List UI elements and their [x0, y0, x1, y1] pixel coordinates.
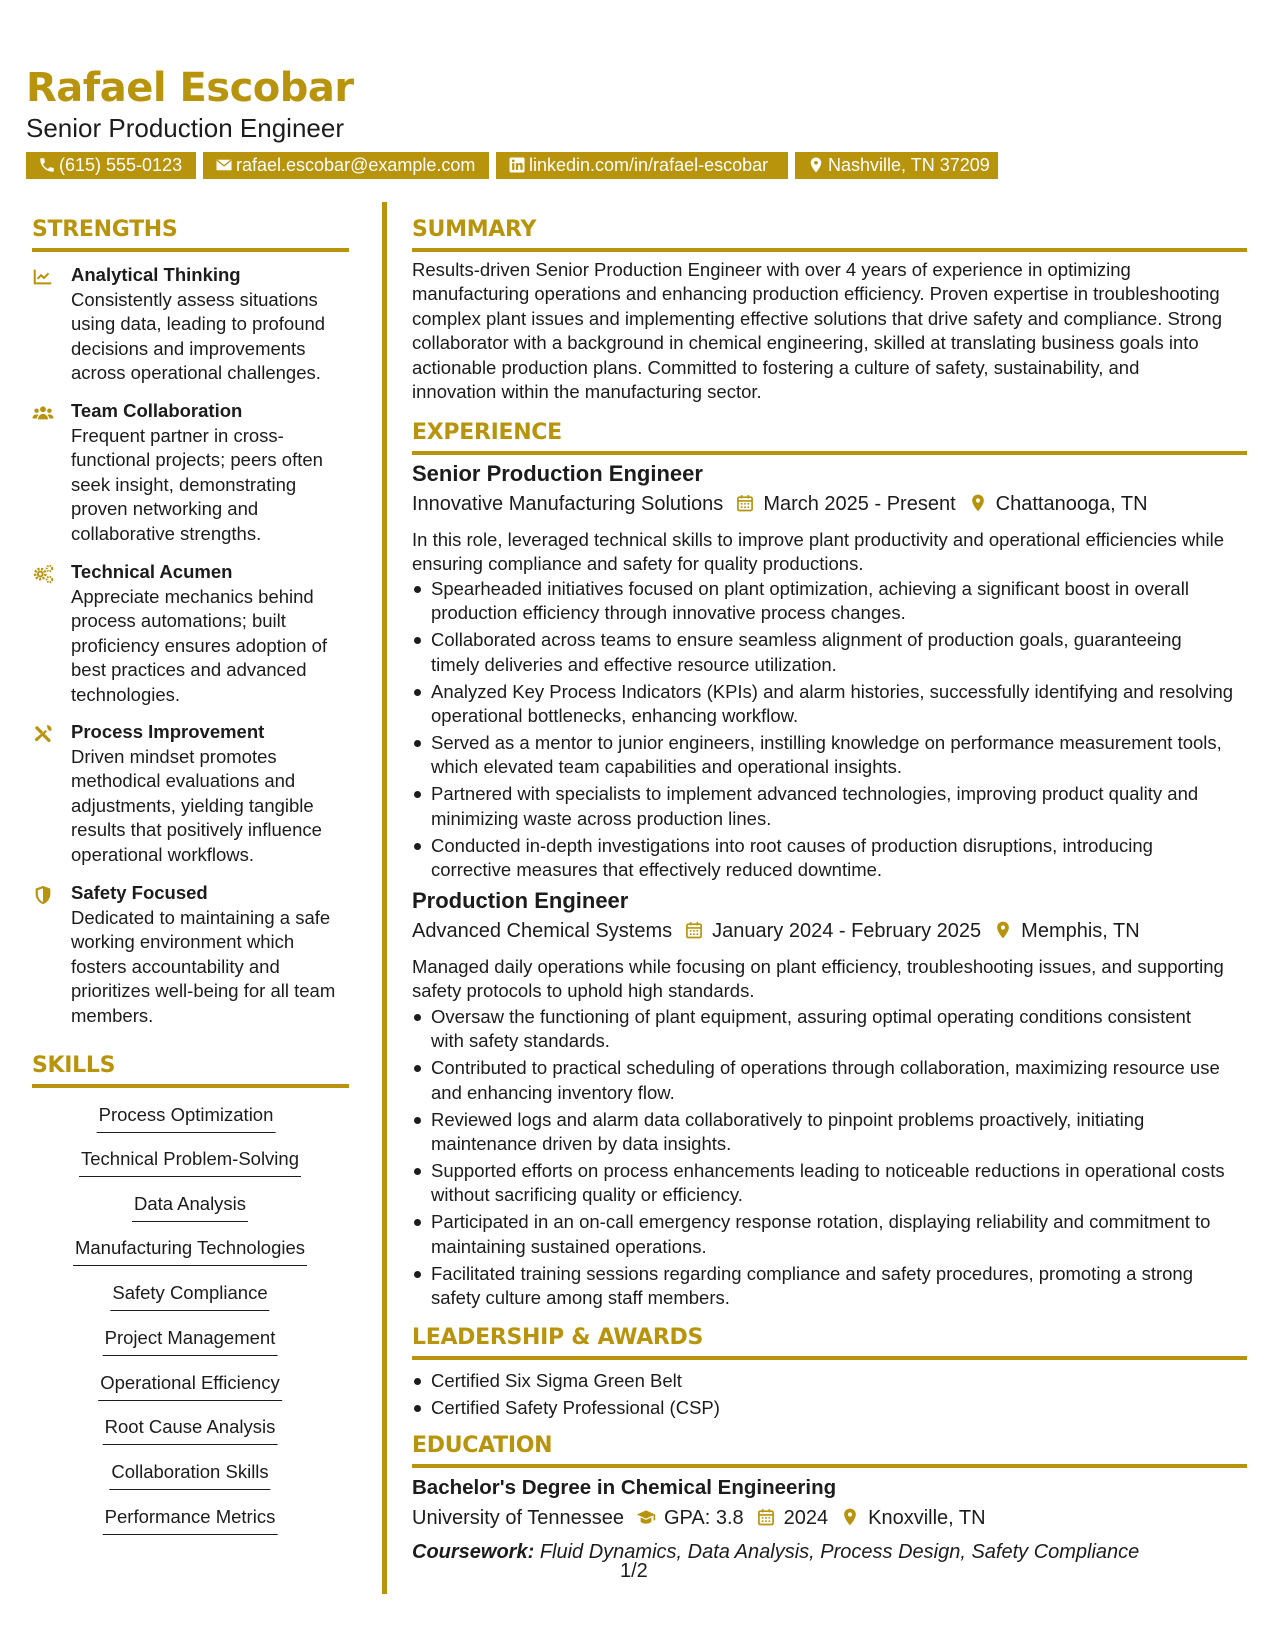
job-title: Senior Production Engineer [412, 461, 703, 486]
strength-line: Dedicated to maintaining a safe [71, 907, 331, 928]
strength-title: Analytical Thinking [71, 264, 241, 285]
job-dates: March 2025 - Present [763, 493, 956, 515]
users-icon [32, 402, 54, 424]
job-location: Memphis, TN [1021, 920, 1140, 942]
bullet-item [431, 731, 1271, 780]
job-bullets [412, 1005, 1271, 1313]
candidate-name: Rafael Escobar [26, 65, 354, 111]
skill-tag: Safety Compliance [110, 1281, 269, 1311]
bullet-item [431, 577, 1271, 626]
calendar-icon [756, 1507, 776, 1527]
education-meta [412, 1504, 986, 1532]
bullet-item [431, 1056, 1271, 1105]
bullet-line: and enhancing inventory flow. [431, 1081, 675, 1103]
job-location: Chattanooga, TN [995, 493, 1148, 515]
map-pin-icon [807, 156, 825, 174]
strength-line: methodical evaluations and [71, 770, 296, 792]
skill-tag: Root Cause Analysis [103, 1415, 278, 1445]
strength-item [32, 398, 352, 548]
page-number: 1/2 [620, 1560, 648, 1582]
strength-line: prioritizes well-being for all team [71, 980, 336, 1002]
skill-tag: Project Management [103, 1326, 278, 1356]
strength-line: working environment which [71, 931, 295, 953]
intro-line: In this role, leveraged technical skills to improve plant productivity and operational efficiencies while [412, 529, 1225, 550]
job-meta [412, 490, 1148, 518]
shield-icon [32, 884, 54, 906]
bullet-line: minimizing waste across production lines. [431, 807, 772, 829]
bullet-line: Collaborated across teams to ensure seamless alignment of production goals, guaranteeing [431, 629, 1182, 651]
strength-description [71, 288, 351, 386]
education-rule [412, 1464, 1247, 1468]
strength-line: Appreciate mechanics behind [71, 586, 314, 607]
strength-line: results that positively influence [71, 819, 322, 841]
strength-line: proven networking and [71, 498, 259, 520]
skills-heading: SKILLS [32, 1053, 116, 1078]
skills-rule [32, 1084, 349, 1088]
strength-description [71, 906, 351, 1028]
bullet-line: Facilitated training sessions regarding compliance and safety procedures, promoting a strong [431, 1262, 1193, 1284]
bullet-line: Contributed to practical scheduling of operations through collaboration, maximizing resource use [431, 1057, 1220, 1079]
summary-line: complex plant issues and implementing effective solutions that drive safety and compliance. Strong [412, 307, 1222, 329]
summary-line: innovation within the manufacturing sector. [412, 381, 762, 403]
education-heading: EDUCATION [412, 1433, 553, 1458]
bullet-item [431, 1005, 1271, 1054]
strength-line: process automations; built [71, 610, 286, 632]
skill-tag: Process Optimization [97, 1103, 276, 1133]
bullet-item [431, 1210, 1271, 1259]
location-text: Nashville, TN 37209 [828, 155, 990, 175]
map-pin-icon [840, 1507, 860, 1527]
skill-tag: Performance Metrics [103, 1505, 278, 1535]
summary-line: collaborator with a background in chemical engineering, skilled at translating business goals into [412, 332, 1199, 354]
strength-title: Team Collaboration [71, 400, 243, 421]
job-dates: January 2024 - February 2025 [712, 920, 982, 942]
bullet-line: Partnered with specialists to implement advanced technologies, improving product quality and [431, 783, 1199, 805]
intro-line: ensuring compliance and safety for quality productions. [412, 553, 864, 575]
job-intro [412, 528, 1247, 577]
strengths-heading: STRENGTHS [32, 217, 178, 242]
location-chip[interactable] [795, 152, 998, 179]
bullet-line: Oversaw the functioning of plant equipment, assuring optimal operating conditions consistent [431, 1006, 1191, 1027]
experience-heading: EXPERIENCE [412, 420, 562, 445]
skill-tag: Manufacturing Technologies [73, 1236, 307, 1266]
strength-line: Frequent partner in cross- [71, 425, 284, 446]
bullet-line: with safety standards. [431, 1030, 610, 1052]
bullet-item [431, 680, 1271, 729]
leadership-heading: LEADERSHIP & AWARDS [412, 1325, 704, 1350]
bullet-line: maintaining sustained operations. [431, 1235, 707, 1257]
bullet-item [431, 1262, 1271, 1311]
bullet-item [431, 1108, 1271, 1157]
strength-line: using data, leading to profound [71, 313, 326, 335]
bullet-line: operational bottlenecks, enhancing workflow. [431, 705, 799, 727]
strength-line: collaborative strengths. [71, 522, 262, 544]
strength-line: technologies. [71, 683, 181, 705]
bullet-line: Participated in an on-call emergency response rotation, displaying reliability and commitment to [431, 1211, 1211, 1233]
bullet-line: which elevated team capabilities and operational insights. [431, 756, 903, 778]
candidate-title: Senior Production Engineer [26, 113, 344, 143]
strength-line: operational workflows. [71, 843, 255, 865]
linkedin-text: linkedin.com/in/rafael-escobar [529, 155, 769, 175]
strength-line: Driven mindset promotes [71, 746, 277, 767]
strength-line: adjustments, yielding tangible [71, 794, 314, 816]
company-name: Advanced Chemical Systems [412, 920, 673, 942]
bullet-item [431, 782, 1271, 831]
intro-line: Managed daily operations while focusing on plant efficiency, troubleshooting issues, and supporting [412, 956, 1224, 977]
email-chip[interactable] [203, 152, 489, 179]
column-divider [382, 202, 387, 1594]
strength-item [32, 719, 352, 869]
skill-tag: Operational Efficiency [98, 1371, 282, 1401]
award-item: Certified Safety Professional (CSP) [431, 1396, 1271, 1420]
bullet-line: without sacrificing quality or efficiency. [431, 1184, 743, 1206]
strength-line: Consistently assess situations [71, 289, 318, 310]
graduation-year: 2024 [783, 1507, 829, 1529]
bullet-line: Spearheaded initiatives focused on plant optimization, achieving a significant boost in overall [431, 578, 1189, 599]
job-intro [412, 955, 1247, 1004]
intro-line: safety protocols to uphold high standards. [412, 980, 755, 1002]
bullet-line: corrective measures that effectively reduced downtime. [431, 858, 883, 880]
bullet-line: Supported efforts on process enhancements leading to noticeable reductions in operational costs [431, 1159, 1225, 1181]
bullet-item [431, 834, 1271, 883]
coursework-list: Fluid Dynamics, Data Analysis, Process Design, Safety Compliance [539, 1541, 1140, 1563]
bullet-item [431, 1159, 1271, 1208]
line-chart-icon [32, 266, 54, 288]
email-text: rafael.escobar@example.com [236, 155, 476, 175]
envelope-icon [215, 156, 233, 174]
bullet-line: Served as a mentor to junior engineers, instilling knowledge on performance measurement tools, [431, 731, 1222, 753]
strength-line: seek insight, demonstrating [71, 473, 297, 495]
experience-rule [412, 451, 1247, 455]
strength-description [71, 745, 351, 867]
job-meta [412, 917, 1140, 945]
strength-title: Process Improvement [71, 721, 265, 742]
strength-line: members. [71, 1004, 154, 1026]
phone-text: (615) 555-0123 [59, 155, 183, 175]
calendar-icon [684, 920, 704, 940]
strength-line: decisions and improvements [71, 337, 306, 359]
bullet-line: timely deliveries and effective resource utilization. [431, 653, 837, 675]
strength-description [71, 424, 351, 546]
graduation-cap-icon [636, 1507, 656, 1527]
strength-title: Safety Focused [71, 882, 208, 903]
strength-line: fosters accountability and [71, 955, 280, 977]
summary-heading: SUMMARY [412, 217, 537, 242]
skill-tag: Data Analysis [132, 1192, 248, 1222]
strength-item [32, 262, 352, 387]
gpa: GPA: 3.8 [663, 1507, 744, 1529]
summary-line: actionable production plans. Committed to fostering a culture of safety, sustainability, and [412, 356, 1140, 378]
awards-list [412, 1369, 1271, 1423]
strength-line: best practices and advanced [71, 659, 307, 681]
job-title: Production Engineer [412, 888, 629, 913]
leadership-rule [412, 1356, 1247, 1360]
bullet-line: Conducted in-depth investigations into root causes of production disruptions, introducing [431, 834, 1153, 856]
job-bullets [412, 577, 1271, 885]
summary-line: Results-driven Senior Production Engineer with over 4 years of experience in optimizing [412, 259, 1131, 280]
degree-title: Bachelor's Degree in Chemical Engineering [412, 1476, 837, 1499]
skill-tag: Technical Problem-Solving [79, 1147, 301, 1177]
school-name: University of Tennessee [412, 1507, 624, 1529]
bullet-line: Analyzed Key Process Indicators (KPIs) and alarm histories, successfully identifying and resolving [431, 680, 1234, 702]
bullet-line: Reviewed logs and alarm data collaboratively to pinpoint problems proactively, initiating [431, 1108, 1145, 1130]
coursework-label: Coursework: [412, 1541, 535, 1563]
cogs-icon [32, 563, 54, 585]
company-name: Innovative Manufacturing Solutions [412, 493, 724, 515]
skill-tag: Collaboration Skills [109, 1460, 270, 1490]
strength-description [71, 585, 351, 707]
summary-text [412, 258, 1247, 404]
linkedin-chip[interactable] [496, 152, 788, 179]
strength-title: Technical Acumen [71, 561, 233, 582]
strength-item [32, 880, 352, 1030]
bullet-item [431, 628, 1271, 677]
strength-line: across operational challenges. [71, 362, 321, 384]
summary-rule [412, 248, 1247, 252]
school-location: Knoxville, TN [868, 1507, 986, 1529]
strength-line: functional projects; peers often [71, 449, 323, 471]
tools-icon [32, 723, 54, 745]
map-pin-icon [993, 920, 1013, 940]
linkedin-icon [508, 156, 526, 174]
calendar-icon [735, 493, 755, 513]
bullet-line: production efficiency through innovative process changes. [431, 602, 906, 624]
bullet-line: maintenance driven by data insights. [431, 1133, 732, 1155]
summary-line: manufacturing operations and enhancing production efficiency. Proven expertise in troubleshooting [412, 283, 1220, 305]
coursework [412, 1538, 1139, 1566]
phone-chip[interactable] [26, 152, 196, 179]
award-item: Certified Six Sigma Green Belt [431, 1369, 1271, 1393]
phone-icon [38, 156, 56, 174]
strength-item [32, 559, 352, 709]
strength-line: proficiency ensures adoption of [71, 634, 328, 656]
map-pin-icon [968, 493, 988, 513]
bullet-line: safety culture among staff members. [431, 1286, 730, 1308]
strengths-rule [32, 248, 349, 252]
